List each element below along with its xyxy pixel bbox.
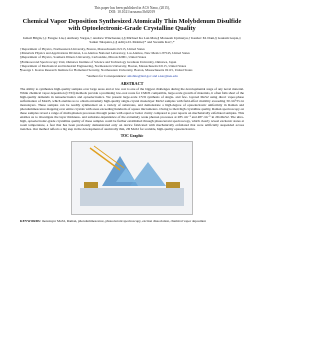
affiliation-item: ‡Materials Physics and Applications Division, Los Alamos National Laboratory, Los Alamos, New Mexico 87545, United States: [20, 51, 190, 56]
toc-graphic-image: [71, 141, 193, 215]
affiliations: [20, 47, 244, 72]
publication-note: [20, 6, 244, 15]
keywords-text: monolayer MoS2, Raman, photoluminescence, photocurrent spectroscopy, exciton dissociation, chemical vapor deposition: [41, 218, 206, 223]
affiliation-item: †Department of Physics, Northeastern University, Boston, Massachusetts 02115, United States: [20, 47, 145, 52]
affiliation-item: §Femtosecond Spectroscopy Unit, Okinawa Institute of Science and Technology Graduate University, Okinawa, Japan: [20, 59, 177, 64]
publication-note-doi: DOI: 10.1021/acsnano.5b02019: [108, 10, 155, 15]
abstract-body: The ability to synthesize high-quality samples over large areas and at low cost is one of the biggest challenges during the developmental stage of any novel material. While chemical vapor deposition (CVD) methods provide a promising low-cost route for CMOS compatible, large-scale growth of materials, it often falls short of the high-quality demands in nanoelectronics and optoelectronics. We present large-scale CVD synthesis of single- and few- layered MoS2 using direct vapor-phase sulfurization of MoO3, which enables us to obtain extremely high-quality single-crystal monolayer MoS2 samples with field-effect mobility exceeding 30 cm²/Vs in monolayers. These samples can be readily synthesized on a variety of substrates, and demonstrate a high-degree of optoelectronic uniformity in Raman and photoluminescence mapping over entire crystals with areas exceeding hundreds of square micrometers. Owing to their high crystalline quality, Raman spectroscopy on these samples reveal a range of multi-phonon processes through peaks with equal or better clarity compared to past reports on mechanically exfoliated samples. This enables us to investigate the layer thickness- and substrate-dependence of the extremely weak phonon processes at 285 cm⁻¹ and 487 cm⁻¹ in 2D-MoS2. The ultra-high, optoelectronic-grade crystalline quality of these samples could be further established through photocurrent spectroscopy, which clearly reveal excitonic states at room temperature, a feat that has been previously demonstrated only on device fabricated with mechanically exfoliated that were artificially suspended across trenches. Our method reflects a big step in the development of atomically thin, 2D MoS2 for scalable, high-quality optoelectronics.: [20, 86, 244, 132]
keywords-label: KEYWORDS:: [20, 218, 41, 223]
correspondence-emails[interactable]: amohite@lanl.gov and s.kar@neu.edu: [127, 73, 178, 78]
correspondence-line: [20, 74, 244, 78]
publication-note-line1: This paper has been published in ACS Nano, (2015),: [94, 6, 170, 10]
author-list: Ismail Bilgin,†,‡ Fangze Liu,‡ Anthony Vargas,† Andrew Winchester,‡,§ Michael Ka Lun Man,§ Moneesh Upmanyu,† Keshav M. Dani,§ Gautam Gupta,‡ Saikat Talapatra,‡,§ Aditya D. Mohite‡* and Swastik Kar†,*: [23, 35, 241, 44]
paper-title: Chemical Vapor Deposition Synthesized Atomically Thin Molybdenum Disulfide with Optoelectronic-Grade Crystalline Quality: [22, 17, 242, 33]
toc-heading: TOC Graphic: [120, 134, 144, 139]
affiliation-item: §Department of Physics, Southern Illinois University, Carbondale, Illinois 62901, United States: [20, 55, 147, 60]
abstract-heading: ABSTRACT: [120, 80, 144, 86]
affiliation-item: ¶George J. Kostas Research Institute for Homeland Security, Northeastern University, Boston, Massachusetts 02115, United States: [20, 67, 193, 72]
affiliation-item: †Department of Mechanical and Industrial Engineering, Northeastern University, Boston, Massachusetts 02115, United States: [20, 63, 187, 68]
keywords-section: [20, 219, 244, 223]
correspondence-label: *Authors for Correspondence:: [86, 73, 127, 78]
